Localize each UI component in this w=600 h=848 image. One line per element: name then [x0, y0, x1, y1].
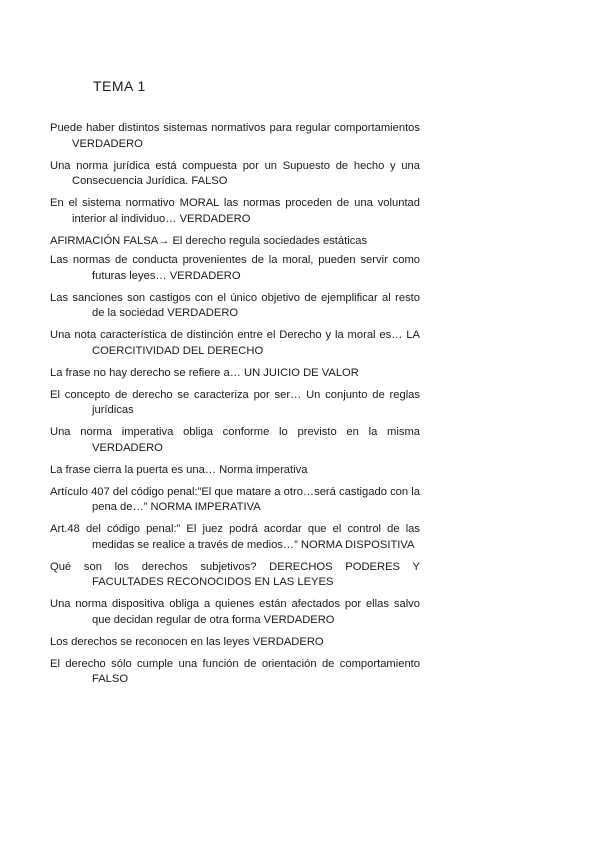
document-title: TEMA 1	[93, 78, 146, 94]
statement-item: En el sistema normativo MORAL las normas proceden de una voluntad interior al individuo… VERDADERO	[50, 197, 420, 225]
statement-item: Puede haber distintos sistemas normativos para regular comportamientos VERDADERO	[50, 122, 420, 150]
statement-item: Una nota característica de distinción entre el Derecho y la moral es… LA COERCITIVIDAD DEL DERECHO	[50, 329, 420, 357]
statement-item: Las sanciones son castigos con el único objetivo de ejemplificar al resto de la sociedad VERDADERO	[50, 291, 420, 319]
statement-item: AFIRMACIÓN FALSA→ El derecho regula sociedades estáticas	[50, 234, 368, 247]
statement-item: Una norma imperativa obliga conforme lo previsto en la misma VERDADERO	[50, 426, 420, 454]
statement-item: Una norma dispositiva obliga a quienes están afectados por ellas salvo que decidan regular de otra forma VERDADERO	[50, 598, 420, 626]
statement-item: Artículo 407 del código penal:”El que matare a otro…será castigado con la pena de…” NORMA IMPERATIVA	[50, 485, 420, 513]
statement-item: Art.48 del código penal:” El juez podrá acordar que el control de las medidas se realice a través de medios…” NORMA DISPOSITIVA	[50, 523, 420, 551]
statement-item: La frase no hay derecho se refiere a… UN JUICIO DE VALOR	[50, 366, 359, 379]
statement-item: Los derechos se reconocen en las leyes VERDADERO	[50, 635, 324, 648]
statement-item: Qué son los derechos subjetivos? DERECHOS PODERES Y FACULTADES RECONOCIDOS EN LAS LEYES	[50, 560, 420, 588]
statement-item: La frase cierra la puerta es una… Norma imperativa	[50, 463, 308, 476]
statement-list	[50, 121, 420, 694]
statement-item: El derecho sólo cumple una función de orientación de comportamiento FALSO	[50, 657, 420, 685]
statement-item: Las normas de conducta provenientes de la moral, pueden servir como futuras leyes… VERDADERO	[50, 254, 420, 282]
statement-item: El concepto de derecho se caracteriza por ser… Un conjunto de reglas jurídicas	[50, 388, 420, 416]
statement-item: Una norma jurídica está compuesta por un Supuesto de hecho y una Consecuencia Jurídica. FALSO	[50, 159, 420, 187]
